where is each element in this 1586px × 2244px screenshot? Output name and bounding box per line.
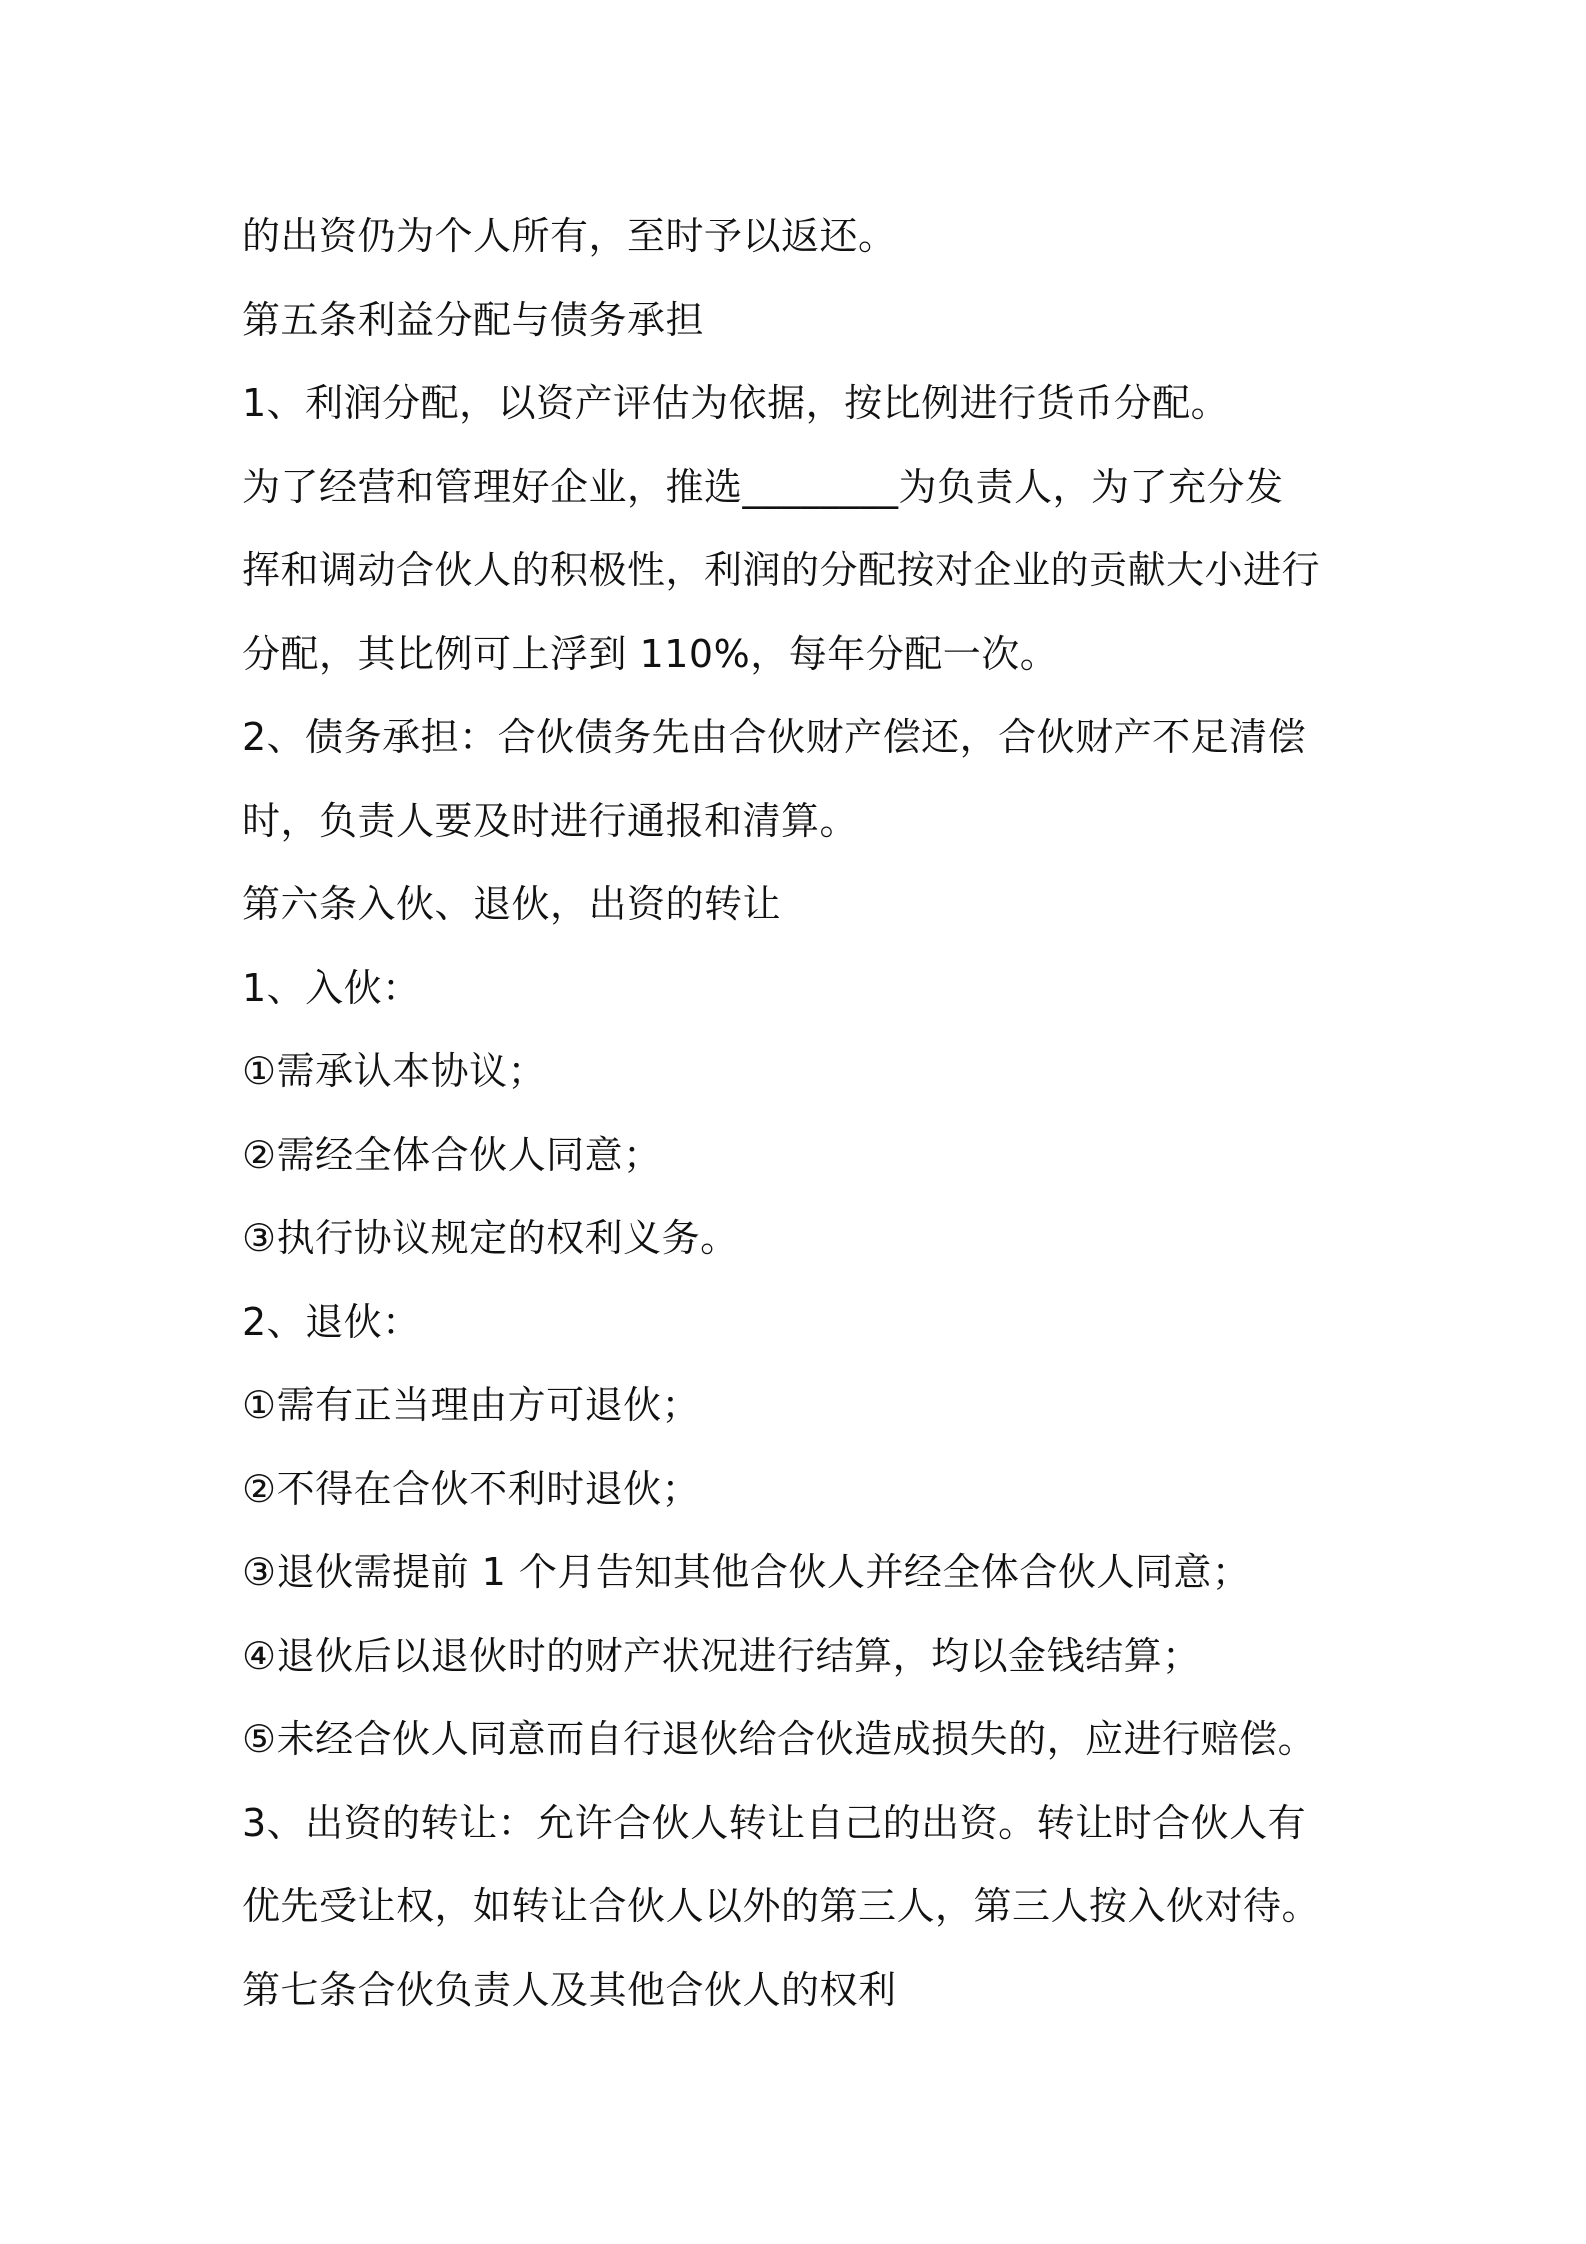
article-7-heading: 第七条合伙负责人及其他合伙人的权利 [242,1967,897,2012]
list-item: ①需承认本协议； [242,1049,547,1093]
list-item: 2、退伙： [242,1299,421,1344]
list-item: ③退伙需提前 1 个月告知其他合伙人并经全体合伙人同意； [242,1550,1251,1594]
paragraph-line: 分配，其比例可上浮到 110%，每年分配一次。 [242,631,1059,676]
article-6-heading: 第六条入伙、退伙，出资的转让 [242,882,782,926]
list-item: ③执行协议规定的权利义务。 [242,1216,739,1260]
paragraph-line: 的出资仍为个人所有，至时予以返还。 [242,214,897,258]
paragraph-line: 1、利润分配，以资产评估为依据，按比例进行货币分配。 [242,381,1230,425]
paragraph-line: 优先受让权，如转让合伙人以外的第三人，第三人按入伙对待。 [242,1884,1321,1928]
document-body [242,195,1362,2032]
list-item: 1、入伙： [242,965,421,1010]
paragraph-line: 2、债务承担：合伙债务先由合伙财产偿还，合伙财产不足清偿 [242,715,1307,759]
list-item: ①需有正当理由方可退伙； [242,1383,701,1427]
list-item: ⑤未经合伙人同意而自行退伙给合伙造成损失的，应进行赔偿。 [242,1717,1317,1761]
list-item: ②需经全体合伙人同意； [242,1132,662,1177]
list-item: ④退伙后以退伙时的财产状况进行结算，均以金钱结算； [242,1633,1201,1678]
paragraph-line: 时，负责人要及时进行通报和清算。 [242,798,859,843]
paragraph-line: 3、出资的转让：允许合伙人转让自己的出资。转让时合伙人有 [242,1800,1307,1845]
paragraph-line: 挥和调动合伙人的积极性，利润的分配按对企业的贡献大小进行 [242,548,1321,592]
list-item: ②不得在合伙不利时退伙； [242,1466,701,1511]
paragraph-line: 为了经营和管理好企业，推选________为负责人，为了充分发 [242,464,1284,509]
article-5-heading: 第五条利益分配与债务承担 [242,297,705,342]
